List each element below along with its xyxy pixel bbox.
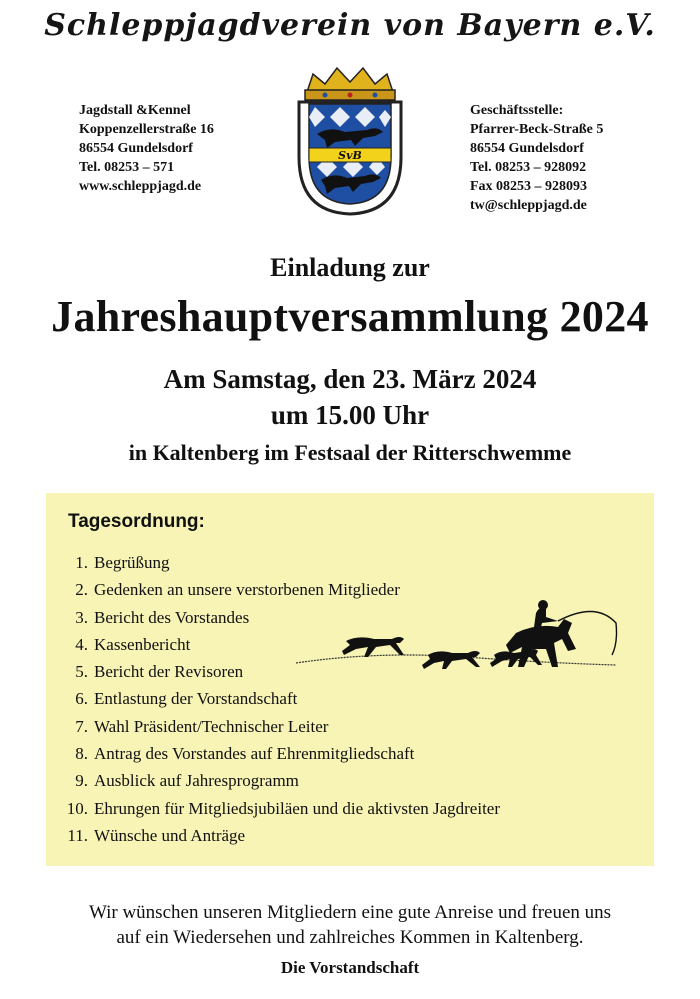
list-item	[62, 799, 500, 826]
address-line: Jagdstall &Kennel	[79, 103, 191, 118]
item-text: Wünsche und Anträge	[94, 825, 246, 845]
address-line: Pfarrer-Beck-Straße 5	[470, 122, 604, 137]
crest-initials: SvB	[338, 149, 362, 162]
club-name-heading: Schleppjagdverein von Bayern e.V.	[44, 8, 656, 43]
address-office	[470, 101, 603, 215]
item-text: Bericht der Revisoren	[94, 662, 244, 682]
item-text: Begrüßung	[94, 553, 170, 572]
list-item	[62, 689, 500, 716]
item-text: Ausblick auf Jahresprogramm	[94, 771, 299, 791]
signature: Die Vorstandschaft	[280, 958, 420, 977]
address-line: Tel. 08253 – 571	[79, 160, 175, 175]
club-crest-logo	[285, 62, 415, 222]
item-number: 2.	[75, 580, 88, 600]
item-text: Kassenbericht	[94, 634, 191, 654]
crown-icon	[305, 68, 395, 100]
email-link[interactable]: tw@schleppjagd.de	[470, 198, 587, 213]
list-item	[62, 717, 500, 744]
item-number: 5.	[75, 662, 88, 682]
list-item	[62, 826, 500, 853]
address-line: Tel. 08253 – 928092	[470, 160, 587, 175]
list-item	[62, 771, 500, 798]
list-item	[62, 553, 500, 580]
item-number: 9.	[75, 771, 88, 791]
list-item	[62, 744, 500, 771]
item-number: 7.	[75, 716, 88, 736]
item-text: Ehrungen für Mitgliedsjubiläen und die aktivsten Jagdreiter	[94, 798, 501, 818]
agenda-box	[46, 493, 654, 866]
closing-message	[0, 900, 700, 950]
item-text: Entlastung der Vorstandschaft	[94, 689, 298, 709]
hunt-scene-illustration	[296, 593, 626, 693]
item-number: 1.	[75, 553, 88, 572]
address-line: Koppenzellerstraße 16	[79, 122, 214, 137]
item-number: 3.	[75, 607, 88, 627]
hound-icon	[342, 637, 404, 657]
closing-line: Wir wünschen unseren Mitgliedern eine gute Anreise und freuen uns	[88, 902, 612, 923]
address-line: Geschäftsstelle:	[470, 103, 564, 118]
item-text: Gedenken an unsere verstorbenen Mitglieder	[94, 580, 400, 600]
event-time: um 15.00 Uhr	[270, 400, 430, 430]
event-date: Am Samstag, den 23. März 2024	[163, 364, 537, 394]
item-number: 8.	[75, 744, 88, 764]
page-title: Jahreshauptversammlung 2024	[51, 292, 649, 341]
hound-icon	[422, 651, 480, 669]
address-line: 86554 Gundelsdorf	[79, 141, 193, 156]
item-text: Wahl Präsident/Technischer Leiter	[94, 716, 329, 736]
hound-icon	[490, 649, 542, 667]
address-line: 86554 Gundelsdorf	[470, 141, 584, 156]
address-line: Fax 08253 – 928093	[470, 179, 588, 194]
item-text: Antrag des Vorstandes auf Ehrenmitgliedschaft	[94, 744, 415, 764]
event-location: in Kaltenberg im Festsaal der Ritterschwemme	[128, 440, 572, 465]
item-number: 4.	[75, 634, 88, 654]
website-link[interactable]: www.schleppjagd.de	[79, 179, 202, 194]
invitation-intro: Einladung zur	[270, 253, 430, 282]
closing-line: auf ein Wiedersehen und zahlreiches Kommen in Kaltenberg.	[116, 927, 584, 948]
item-number: 11.	[67, 825, 88, 845]
agenda-heading: Tagesordnung:	[68, 511, 205, 532]
item-number: 10.	[66, 798, 88, 818]
item-number: 6.	[75, 689, 88, 709]
item-text: Bericht des Vorstandes	[94, 607, 250, 627]
address-kennel	[79, 101, 214, 196]
